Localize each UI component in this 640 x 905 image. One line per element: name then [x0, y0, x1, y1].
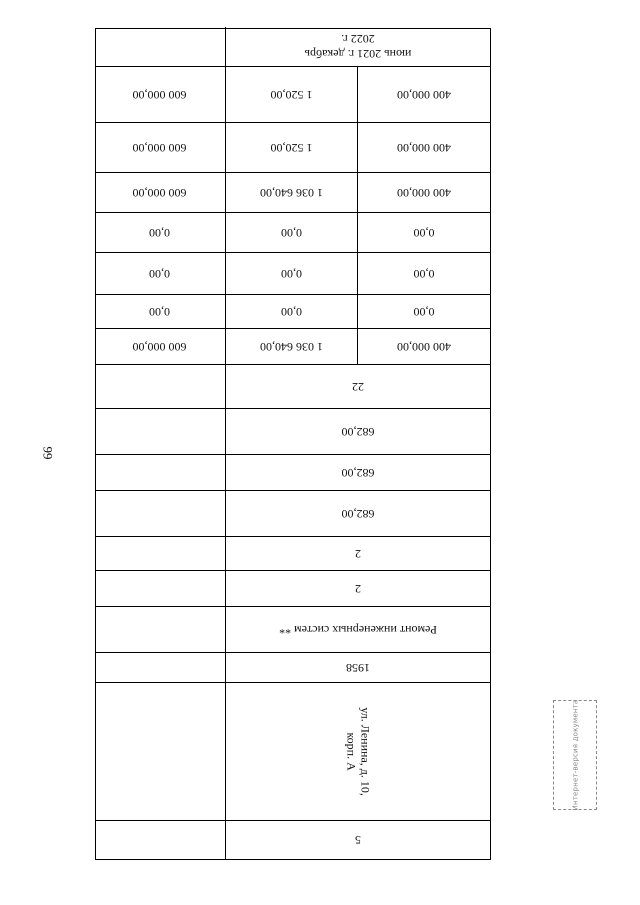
count-cell: 2 — [355, 546, 361, 561]
amount-cell: 0,00 — [413, 225, 435, 240]
table-row-count-b — [96, 537, 490, 571]
value-cell: 22 — [352, 379, 364, 394]
amount-cell: 0,00 — [413, 304, 435, 319]
table-row-area-1 — [96, 491, 490, 537]
amount-cell: 1 036 640,00 — [226, 173, 358, 212]
area-cell: 682,00 — [341, 506, 375, 521]
amount-cell: 1 520,00 — [226, 67, 358, 122]
empty-cell — [94, 455, 226, 490]
table-row-number — [96, 821, 490, 859]
amount-cell: 1 520,00 — [226, 123, 358, 172]
area-cell: 682,00 — [341, 424, 375, 439]
table-row-area-3 — [96, 409, 490, 455]
table-row-period — [96, 27, 490, 67]
period-text: июнь 2021 г. декабрь 2022 г. — [304, 32, 412, 61]
empty-cell — [94, 409, 226, 454]
table-row-22 — [96, 365, 490, 409]
empty-cell — [94, 653, 226, 682]
amount-cell: 400 000,00 — [397, 87, 451, 102]
empty-cell — [94, 27, 226, 66]
empty-cell — [94, 365, 226, 408]
address-cell — [226, 683, 490, 820]
amount-cell: 0,00 — [226, 295, 358, 328]
table-row-count-a — [96, 571, 490, 607]
row-number-cell: 5 — [355, 833, 361, 848]
amount-cell: 0,00 — [94, 295, 226, 328]
count-cell: 2 — [355, 581, 361, 596]
table-row-work-type — [96, 607, 490, 653]
empty-cell — [94, 491, 226, 536]
amount-cell: 600 000,00 — [94, 67, 226, 122]
amount-cell: 0,00 — [94, 253, 226, 294]
table-row-area-2 — [96, 455, 490, 491]
empty-cell — [94, 607, 226, 652]
amount-cell: 0,00 — [413, 266, 435, 281]
table-row-amounts — [96, 67, 490, 123]
amount-cell: 1 036 640,00 — [226, 329, 358, 364]
table-row-address — [96, 683, 490, 821]
work-type-cell: Ремонт инженерных систем ** — [279, 622, 437, 637]
table-row-amounts — [96, 213, 490, 253]
amount-cell: 600 000,00 — [94, 173, 226, 212]
table-row-year — [96, 653, 490, 683]
empty-cell — [94, 821, 226, 859]
data-table — [95, 28, 491, 860]
stamp — [553, 700, 597, 810]
amount-cell: 0,00 — [226, 253, 358, 294]
year-cell: 1958 — [346, 660, 370, 675]
rotated-table-sheet — [95, 28, 491, 860]
table-row-amounts — [96, 329, 490, 365]
amount-cell: 400 000,00 — [397, 185, 451, 200]
address-text: ул. Ленина, д. 10, корп. А — [344, 707, 373, 796]
amount-cell: 600 000,00 — [94, 329, 226, 364]
table-row-amounts — [96, 173, 490, 213]
period-cell — [226, 27, 490, 66]
empty-cell — [94, 683, 226, 820]
amount-cell: 0,00 — [94, 213, 226, 252]
amount-cell: 400 000,00 — [397, 140, 451, 155]
amount-cell: 0,00 — [226, 213, 358, 252]
area-cell: 682,00 — [341, 465, 375, 480]
stamp-text: Интернет-версия документа — [571, 699, 579, 811]
table-row-amounts — [96, 123, 490, 173]
amount-cell: 400 000,00 — [397, 339, 451, 354]
table-row-amounts — [96, 253, 490, 295]
empty-cell — [94, 571, 226, 606]
table-row-amounts — [96, 295, 490, 329]
amount-cell: 600 000,00 — [94, 123, 226, 172]
empty-cell — [94, 537, 226, 570]
page-number: 99 — [40, 446, 56, 460]
